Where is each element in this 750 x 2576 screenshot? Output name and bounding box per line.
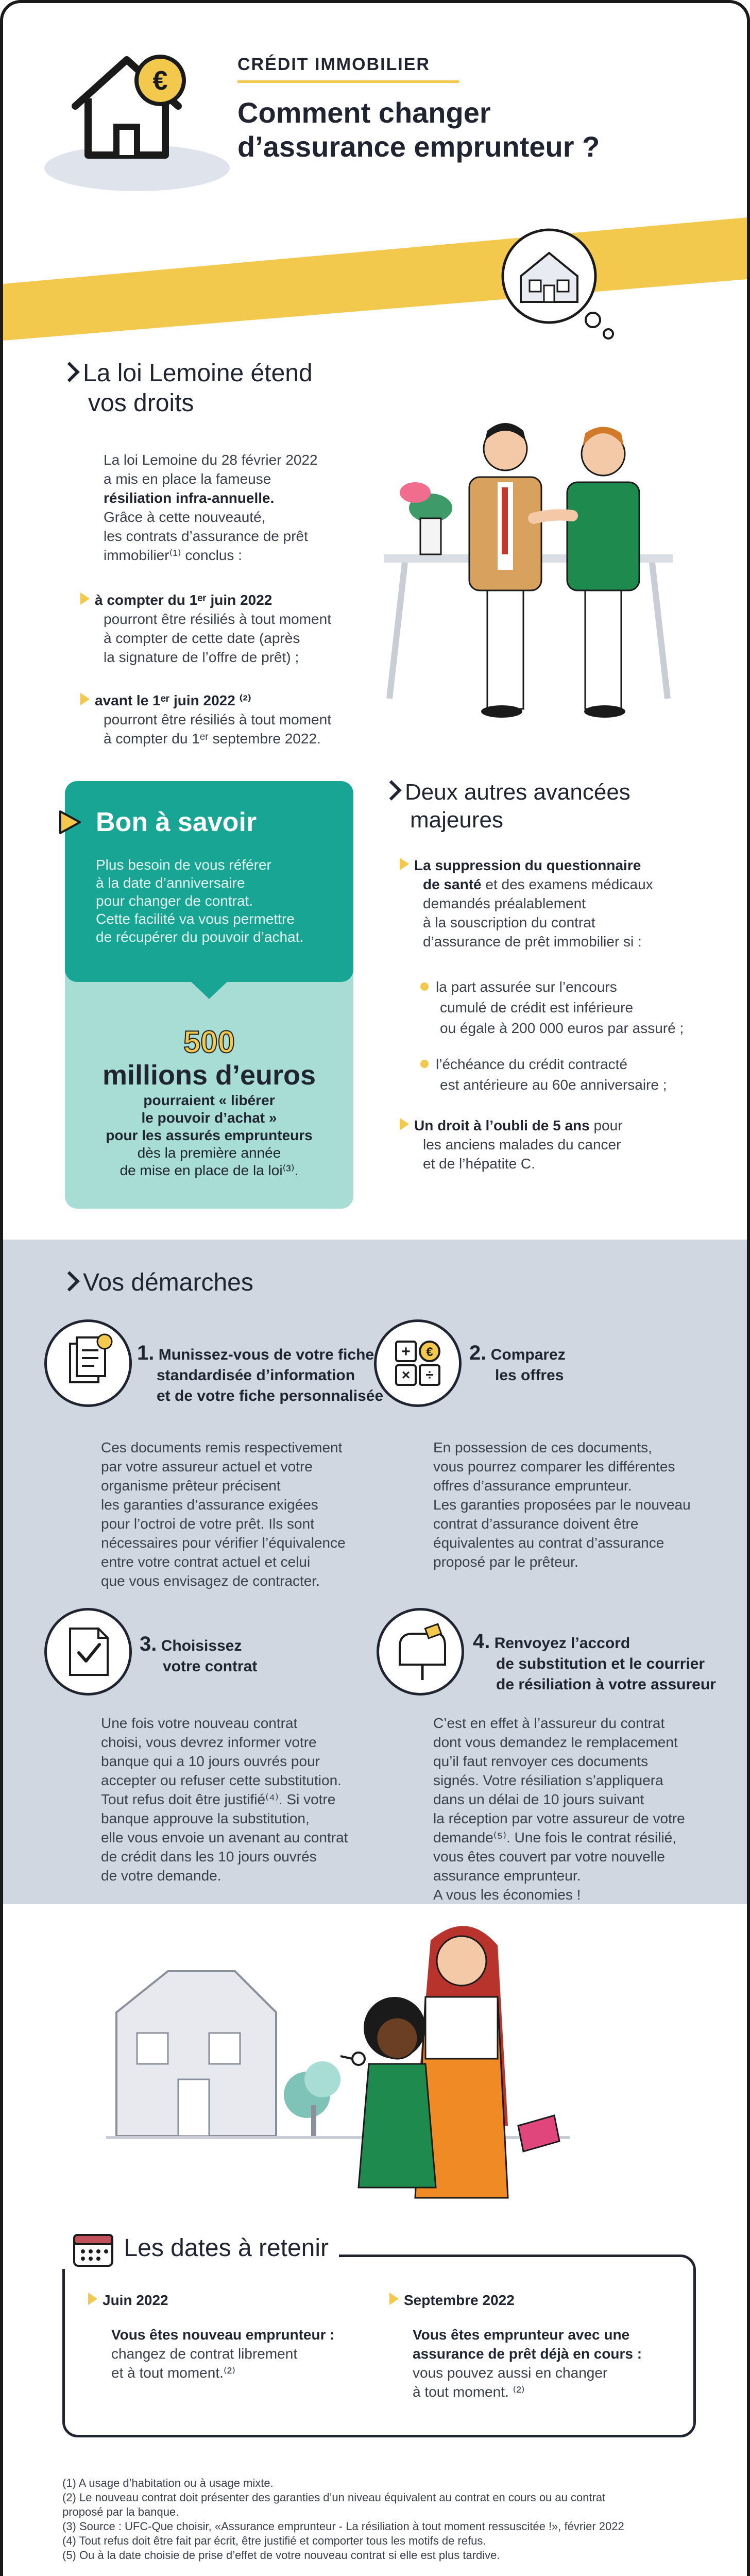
step-4-title: 4. Renvoyez l’accord de substitution et le courrier de résiliation à votre assureur (473, 1630, 716, 1693)
lemoine-intro: La loi Lemoine du 28 février 2022 a mis en place la fameuse résiliation infra-annuelle. Grâce à cette nouveauté, les contrats d’assurance de prêt immobilier⁽¹⁾ conclus : (104, 452, 318, 563)
stat-block: 500 millions d’euros pourraient « libérer le pouvoir d’achat » pour les assurés emprunteurs dès la première année de mise en place de la loi⁽³⁾. (65, 1026, 353, 1179)
mailbox-icon (379, 1611, 462, 1693)
dates-heading: Les dates à retenir (124, 2234, 329, 2262)
section-kicker: CRÉDIT IMMOBILIER (237, 55, 430, 74)
avancees-bullet-2: l’échéance du crédit contracté est antérieure au 60e anniversaire ; (420, 1054, 729, 1095)
footnotes: (1) A usage d’habitation ou à usage mixte. (2) Le nouveau contrat doit présenter des garanties d’un niveau équivalent au contrat en cours ou au contrat proposé par la banque. (3) Source : UFC-Que choisir, «Assurance emprunteur - La résiliation à tout moment ressuscitée !», février 2022 (4) Tout refus doit être fait par écrit, être justifié et comporter tous les motifs de refus. (5) Ou à la date choisie de prise d’effet de votre nouveau contrat si elle est plus tardive. (62, 2477, 624, 2562)
avancees-heading: Deux autres avancées majeures (384, 778, 630, 834)
date-septembre-block: Septembre 2022 Vous êtes emprunteur avec une assurance de prêt déjà en cours : vous pouvez aussi en changer à tout moment. ⁽²⁾ (389, 2291, 683, 2401)
svg-text:€: € (426, 1345, 433, 1359)
checkbox-icon (47, 1611, 129, 1693)
chevron-right-icon (59, 362, 80, 382)
step-4-text: C’est en effet à l’assureur du contrat dont vous demandez le remplacement qu’il faut renvoyer ces documents signés. Votre résiliation s’appliquera dans un délai de 10 jours suivant la réception par votre assureur de votre demande⁽⁵⁾. Une fois le contrat résilié, vous êtes couvert par votre nouvelle assurance emprunteur. A vous les économies ! (433, 1715, 685, 1903)
step-2-text: En possession de ces documents, vous pourrez comparer les différentes offres d’assurance emprunteur. Les garanties proposées par le nouveau contrat d’assurance doivent être équivalentes au contrat d’assurance proposé par le prêteur. (433, 1439, 691, 1570)
dates-heading-wrapper (60, 2228, 339, 2269)
yellow-band-decoration (3, 207, 750, 341)
date-septembre-title: Septembre 2022 (404, 2292, 515, 2308)
bon-a-savoir-text: Plus besoin de vous référer à la date d’anniversaire pour changer de contrat. Cette facilité va vous permettre de récupérer du pouvoir d’achat. (96, 857, 304, 945)
step-3-title: 3. Choisissez votre contrat (140, 1633, 258, 1675)
bon-a-savoir-marker-icon (57, 809, 83, 835)
bon-a-savoir-title: Bon à savoir (96, 807, 257, 837)
svg-text:÷: ÷ (425, 1367, 434, 1383)
speech-pointer (189, 979, 230, 1000)
lemoine-point-1: à compter du 1ᵉʳ juin 2022 pourront être résiliés à tout moment à compter de cette date (après la signature de l’offre de prêt) ; (80, 590, 389, 667)
document-check-icon (47, 1322, 129, 1404)
step-4-icon-circle (377, 1608, 464, 1696)
bullet-dot (420, 982, 429, 991)
handshake-illustration (384, 338, 714, 730)
pointer-icon (400, 858, 409, 870)
step-3-icon-circle (44, 1608, 132, 1696)
svg-text:+: + (401, 1343, 411, 1360)
pointer-icon (80, 693, 90, 705)
step-3-text: Une fois votre nouveau contrat choisi, vous devrez informer votre banque qui a 10 jours ouvrés pour accepter ou refuser cette substitution. Tout refus doit être justifié⁽⁴⁾. Si votre banque approuve la substitution, elle vous envoie un avenant au contrat de crédit dans les 10 jours ouvrés de votre demande. (101, 1715, 348, 1884)
chevron-right-icon (59, 1271, 80, 1292)
house-euro-icon (65, 49, 189, 168)
stat-unit: millions d’euros (102, 1060, 316, 1091)
step-2-title: 2. Comparez les offres (469, 1342, 566, 1384)
lemoine-heading: La loi Lemoine étend vos droits (62, 359, 313, 418)
avancees-bullet-1: la part assurée sur l’encours cumulé de crédit est inférieure ou égale à 200 000 euros par assuré ; (420, 977, 729, 1039)
calculator-icon (377, 1322, 459, 1404)
svg-text:×: × (401, 1367, 411, 1383)
bullet-dot (420, 1060, 429, 1068)
pointer-icon (80, 592, 90, 605)
chevron-right-icon (381, 780, 402, 801)
calendar-icon (70, 2228, 116, 2269)
pointer-icon (389, 2293, 399, 2305)
step-1-title: 1. Munissez-vous de votre fiche standardisée d’information et de votre fiche personnalisée (137, 1342, 384, 1404)
step-2-icon-circle (374, 1319, 462, 1407)
pointer-icon (88, 2293, 97, 2305)
step-1-icon-circle (44, 1319, 132, 1407)
date-juin-block: Juin 2022 Vous êtes nouveau emprunteur : changez de contrat librement et à tout moment.⁽²⁾ (88, 2291, 377, 2382)
kicker-underline (237, 80, 459, 83)
house-thought-icon (498, 225, 632, 343)
svg-text:€: € (152, 66, 168, 96)
date-juin-title: Juin 2022 (103, 2292, 168, 2308)
lemoine-point-2: avant le 1ᵉʳ juin 2022 ⁽²⁾ pourront être résiliés à tout moment à compter du 1ᵉʳ septembre 2022. (80, 691, 389, 748)
new-home-illustration (106, 1909, 580, 2218)
step-1-text: Ces documents remis respectivement par votre assureur actuel et votre organisme prêteur précisent les garanties d’assurance exigées pour l’octroi de votre prêt. Ils sont nécessaires pour vérifier l’équivalence entre votre contrat actuel et celui que vous envisagez de contracter. (101, 1439, 346, 1589)
avancees-item-1: La suppression du questionnaire de santé et des examens médicaux demandés préalablement à la souscription du contrat d’assurance de prêt immobilier si : (400, 856, 729, 951)
avancees-item-2: Un droit à l’oubli de 5 ans pour les anciens malades du cancer et de l’hépatite C. (400, 1116, 729, 1173)
demarches-heading: Vos démarches (62, 1268, 253, 1298)
stat-number: 500 (183, 1025, 235, 1059)
pointer-icon (400, 1118, 409, 1130)
page-title: Comment changer d’assurance emprunteur ? (237, 96, 600, 163)
